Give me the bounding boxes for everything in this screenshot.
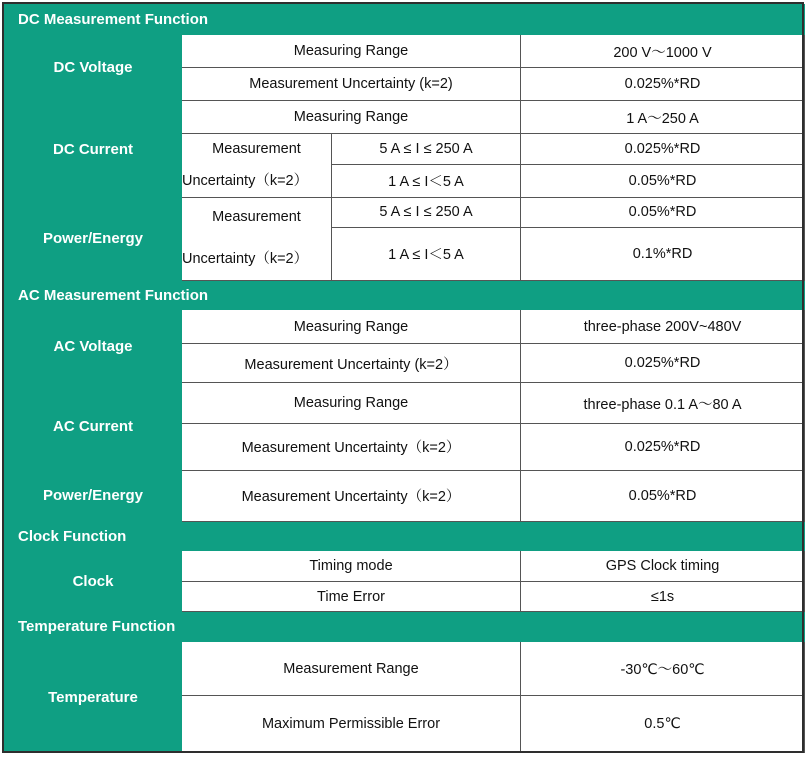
table-row	[5, 642, 805, 695]
clock-error-label: Time Error	[182, 582, 521, 612]
section-title-ac: AC Measurement Function	[5, 281, 805, 310]
temp-error-value: 0.5℃	[521, 695, 805, 752]
dc-power-low-value: 0.1%*RD	[521, 227, 805, 280]
dc-voltage-range-value: 200 V～1000 V	[521, 35, 805, 68]
row-label-ac-current: AC Current	[5, 383, 182, 470]
section-title-temperature: Temperature Function	[5, 612, 805, 642]
dc-voltage-unc-value: 0.025%*RD	[521, 68, 805, 101]
dc-current-unc-label	[182, 134, 332, 197]
spec-table	[4, 4, 805, 753]
row-label-dc-voltage: DC Voltage	[5, 35, 182, 101]
table-row	[5, 551, 805, 582]
clock-mode-label: Timing mode	[182, 551, 521, 582]
dc-power-unc-label	[182, 197, 332, 280]
section-row-ac	[5, 281, 805, 310]
table-row	[5, 310, 805, 344]
dc-power-low-condition: 1 A ≤ I＜5 A	[332, 227, 521, 280]
ac-voltage-range-label: Measuring Range	[182, 310, 521, 344]
clock-error-value: ≤1s	[521, 582, 805, 612]
table-row	[5, 197, 805, 227]
row-label-clock: Clock	[5, 551, 182, 612]
section-row-dc	[5, 5, 805, 35]
row-label-ac-voltage: AC Voltage	[5, 310, 182, 383]
ac-current-range-label: Measuring Range	[182, 383, 521, 423]
unc-label-top: Measurement	[212, 209, 301, 226]
table-row	[5, 101, 805, 134]
row-label-dc-power: Power/Energy	[5, 197, 182, 280]
row-label-temperature: Temperature	[5, 642, 182, 753]
unc-label-top: Measurement	[212, 141, 301, 158]
dc-power-high-value: 0.05%*RD	[521, 197, 805, 227]
unc-label-bottom: Uncertainty（k=2）	[182, 173, 309, 190]
table-row	[5, 35, 805, 68]
table-row	[5, 383, 805, 423]
temp-range-value: -30℃～60℃	[521, 642, 805, 695]
dc-voltage-unc-label: Measurement Uncertainty (k=2)	[182, 68, 521, 101]
section-row-temperature	[5, 612, 805, 642]
table-row	[5, 470, 805, 521]
dc-current-low-value: 0.05%*RD	[521, 164, 805, 197]
ac-current-unc-value: 0.025%*RD	[521, 423, 805, 470]
section-title-clock: Clock Function	[5, 521, 805, 550]
dc-current-range-label: Measuring Range	[182, 101, 521, 134]
dc-voltage-range-label: Measuring Range	[182, 35, 521, 68]
dc-power-high-condition: 5 A ≤ I ≤ 250 A	[332, 197, 521, 227]
ac-current-range-value: three-phase 0.1 A～80 A	[521, 383, 805, 423]
temp-range-label: Measurement Range	[182, 642, 521, 695]
ac-voltage-unc-label: Measurement Uncertainty (k=2）	[182, 344, 521, 383]
ac-power-unc-label: Measurement Uncertainty（k=2）	[182, 470, 521, 521]
section-title-dc: DC Measurement Function	[5, 5, 805, 35]
section-row-clock	[5, 521, 805, 550]
ac-voltage-range-value: three-phase 200V~480V	[521, 310, 805, 344]
dc-current-high-value: 0.025%*RD	[521, 134, 805, 164]
dc-current-range-value: 1 A～250 A	[521, 101, 805, 134]
row-label-dc-current: DC Current	[5, 101, 182, 197]
ac-voltage-unc-value: 0.025%*RD	[521, 344, 805, 383]
ac-power-unc-value: 0.05%*RD	[521, 470, 805, 521]
temp-error-label: Maximum Permissible Error	[182, 695, 521, 752]
clock-mode-value: GPS Clock timing	[521, 551, 805, 582]
dc-current-low-condition: 1 A ≤ I＜5 A	[332, 164, 521, 197]
unc-label-bottom: Uncertainty（k=2）	[182, 251, 309, 268]
dc-current-high-condition: 5 A ≤ I ≤ 250 A	[332, 134, 521, 164]
ac-current-unc-label: Measurement Uncertainty（k=2）	[182, 423, 521, 470]
row-label-ac-power: Power/Energy	[5, 470, 182, 521]
